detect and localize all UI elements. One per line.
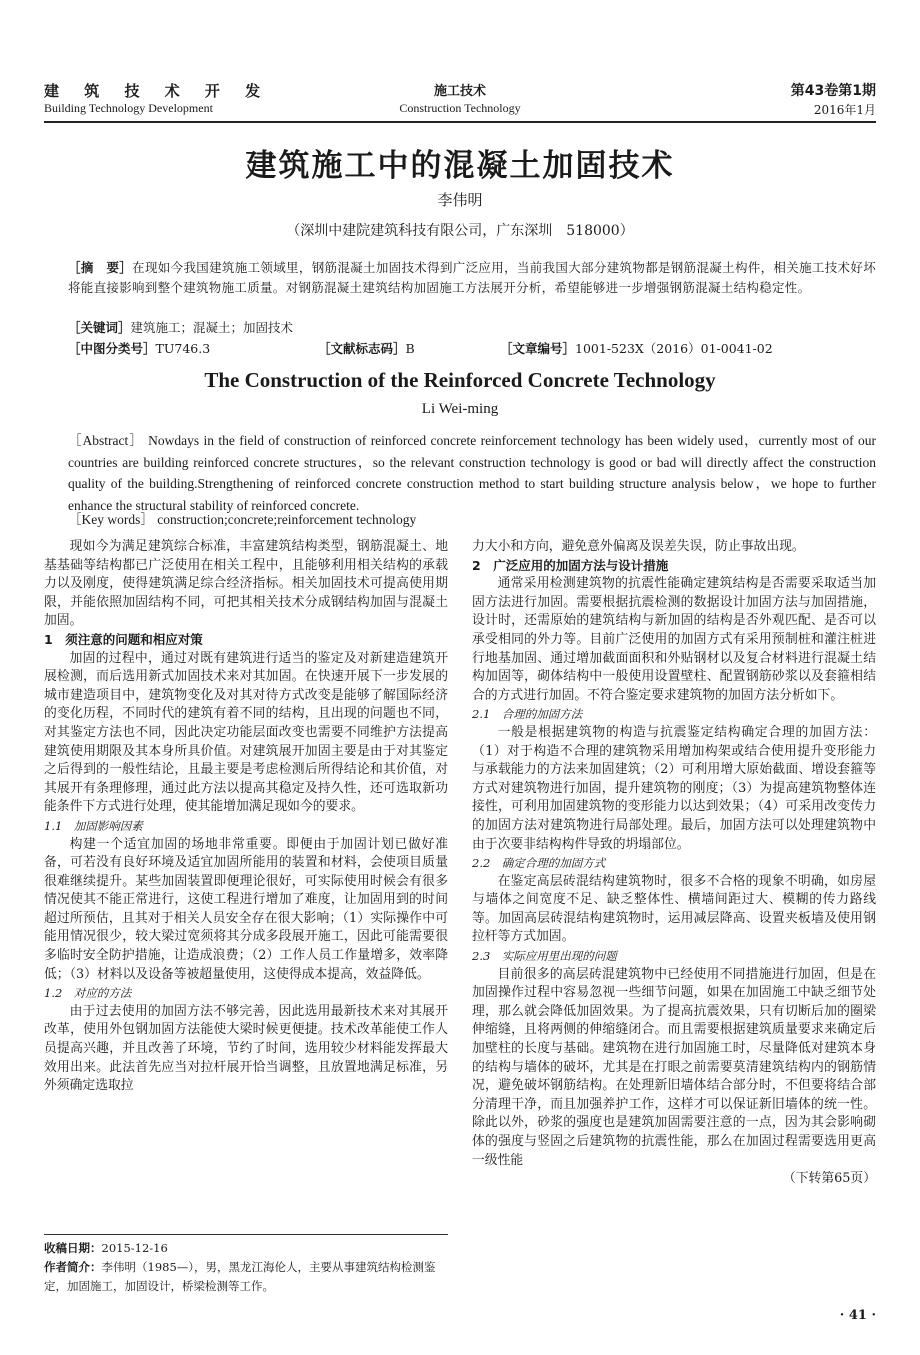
author-affiliation: （深圳中建院建筑科技有限公司，广东深圳 518000） (286, 223, 634, 239)
received-date (44, 1239, 448, 1258)
body-paragraph: 目前很多的高层砖混建筑物中已经使用不同措施进行加固，但是在加固操作过程中容易忽视一些细节问题，如果在加固施工中缺乏细节处理，那么就会降低加固效果。为了提高抗震效果，只有切断后加的圈梁伸缩缝，且将两侧的伸缩缝闭合。而且需要根据建筑质量要求来确定后加壁柱的长度与基础。建筑物在进行加固施工时，尽量降低对建筑本身的结构与墙体的破坏，尤其是在打眼之前需要莫清建筑结构内的钢筋情况，避免破坏钢筋结构。在处理新旧墙体结合部分时，不但要将结合部分清理干净，而且加强养护工作，这样才可以保证新旧墙体的统一性。除此以外，砂浆的强度也是建筑加固需要注意的一点，因为其会影响砌体的强度与竖固之后建筑物的抗震性能，那么在加固过程需要选用更高一级性能 (472, 966, 876, 1168)
section-heading: 2.1 合理的加固方法 (472, 707, 583, 722)
issue-date: 2016年1月 (813, 103, 876, 117)
english-abstract-text: Nowdays in the field of construction of reinforced concrete reinforcement technology has been widely used，currently most of our countries are building reinforced concrete structures，so the relevant construction technology is good or bad will directly affect the construction quality of the building.Strengthening of reinforced concrete construction method to start building structure analysis below，we hope to further enhance the structural stability of reinforced concrete. (68, 433, 876, 513)
keywords-cn (68, 318, 293, 336)
body-paragraph: 在鉴定高层砖混结构建筑物时，很多不合格的现象不明确，如房屋与墙体之间宽度不足、缺乏整体性、横墙间距过大、模糊的传力路线等。加固高层砖混结构建筑物时，运用减层降高、设置夹板墙及使用钢拉杆等方式加固。 (472, 873, 876, 945)
body-paragraph: 加固的过程中，通过对既有建筑进行适当的鉴定及对新建造建筑开展检测，而后选用新式加固技术来对其加固。在快速开展下一步发展的城市建造项目中，建筑物变化及对其对待方式改变是能够了解国际经济的变化历程，不同时代的建筑有着不同的结构，且出现的问题也不同，对其鉴定方法也不同，因此决定功能层面改变也需要不同维护方法提高建筑使用期限及其本身所具价值。对建筑展开加固主要是由于对其鉴定之后得到的一般性结论，且最主要是考虑检测后所得结论和其价值，对其展开有条理修理，通过此方法以提高其稳定及持久性，还可选取新功能条件下方式进行处理，使其能增加满足现如今的要求。 (44, 650, 448, 815)
journal-page (44, 0, 876, 1355)
footnote (44, 1239, 448, 1296)
english-keywords-text: construction;concrete;reinforcement technology (157, 512, 417, 527)
section-heading: 2.3 实际应用里出现的问题 (472, 949, 617, 964)
bio-text: 李伟明（1985—），男，黑龙江海伦人，主要从事建筑结构检测鉴定，加固施工，加固设计，桥梁检测等工作。 (44, 1260, 436, 1293)
section-heading: 2.2 确定合理的加固方式 (472, 856, 606, 871)
abstract-text: 在现如今我国建筑施工领域里，钢筋混凝土加固技术得到广泛应用，当前我国大部分建筑物都是钢筋混凝土构件，相关施工技术好坏将能直接影响到整个建筑物施工质量。对钢筋混凝土建筑结构加固施工方法展开分析，希望能够进一步增强钢筋混凝土结构稳定性。 (68, 260, 876, 295)
article-no-item (500, 339, 773, 357)
english-abstract (68, 430, 876, 516)
body-column-right (472, 538, 876, 1189)
section-heading: 2 广泛应用的加固方法与设计措施 (472, 557, 669, 573)
section-heading: 1 须注意的问题和相应对策 (44, 631, 203, 647)
body-paragraph: 现如今为满足建筑综合标准，丰富建筑结构类型，钢筋混凝土、地基基础等结构都已广泛使用在相关工程中，且能够利用相关结构的承载力以及刚度，使得建筑满足综合经济指标。相关加固技术可提高使用期限，并能依照加固结构不同，可把其相关技术分成钢结构加固与混凝土加固。 (44, 539, 448, 629)
english-abstract-label: ［Abstract］ (68, 433, 144, 448)
section-heading: 1.1 加固影响因素 (44, 818, 143, 833)
body-paragraph: 由于过去使用的加固方法不够完善，因此选用最新技术来对其展开改革，使用外包钢加固方法能使大梁时候更便捷。技术改革能使工作人员提高兴趣，并且改善了环境，节约了时间，选用较少材料能发挥最大效用出来。此法首先应当对拉杆展开恰当调整，且放置地满足标准，另外须确定选取拉 (44, 1003, 448, 1094)
journal-name-en: Building Technology Development (44, 101, 213, 115)
header-rule (44, 121, 876, 123)
page-number: · 41 · (839, 1308, 876, 1323)
received-value: 2015-12-16 (101, 1241, 168, 1255)
abstract-cn (68, 258, 876, 298)
received-label: 收稿日期： (44, 1241, 102, 1255)
article-no-label: ［文章编号］ (500, 341, 576, 356)
section-heading: 1.2 对应的方法 (44, 986, 132, 1001)
body-paragraph: 一般是根据建筑物的构造与抗震鉴定结构确定合理的加固方法：（1）对于构造不合理的建筑物采用增加构架或结合使用提升变形能力与承载能力的方法来加固建筑；（2）可利用增大原始截面、增设套箍等方式对建筑物进行加固，提升建筑物的刚度；（3）为提高建筑物整体连接性，可利用加固建筑物的变形能力以达到效果；（4）可采用改变传力的加固方法对建筑物进行局部处理。最后，加固方法可以处理建筑物中由于次要非结构构件导致的坍塌部位。 (472, 724, 876, 852)
article-author: 李伟明 (437, 191, 483, 209)
section-name-en: Construction Technology (399, 101, 521, 115)
clc-value: TU746.3 (155, 341, 211, 356)
doc-code-value: B (405, 341, 415, 356)
clc-label: ［中图分类号］ (68, 341, 156, 356)
bio-label: 作者简介： (44, 1260, 102, 1274)
clc-item (68, 339, 210, 357)
doc-code-label: ［文献标志码］ (318, 341, 406, 356)
keywords-label: ［关键词］ (68, 320, 131, 335)
body-column-left (44, 538, 448, 1096)
body-paragraph: 力大小和方向，避免意外偏离及误差失误，防止事故出现。 (472, 539, 805, 554)
footnote-rule (44, 1234, 448, 1235)
abstract-label: ［摘 要］ (68, 260, 133, 275)
volume-issue: 第43卷第1期 (790, 83, 876, 99)
english-title: The Construction of the Reinforced Concrete Technology (204, 368, 716, 392)
body-paragraph: 通常采用检测建筑物的抗震性能确定建筑结构是否需要采取适当加固方法进行加固。需要根据抗震检测的数据设计加固方法与加固措施，设计时，还需原始的建筑结构与新加固的结构是否外观匹配、是否可以承受相同的外力等。目前广泛使用的加固方式有采用预制桩和灌注桩进行地基加固、通过增加截面面积和外贴钢材以及复合材料进行混凝土结构加固等，砌体结构中一般使用设置壁柱、配置钢筋砂浆以及套箍相结合的方式进行加固。不符合鉴定要求建筑物的加固方法分析如下。 (472, 576, 876, 703)
english-keywords-label: ［Key words］ (68, 512, 154, 527)
continued-note: （下转第65页） (782, 1171, 876, 1187)
doc-code-item (318, 339, 415, 357)
body-paragraph: 构建一个适宜加固的场地非常重要。即便由于加固计划已做好准备，可若没有良好环境及适宜加固所能用的装置和材料，会使项目质量很难继续提升。某些加固装置即便理论很好，可实际使用时候会有很多情况使其不能正常进行，这使工程进行增加了难度，让加固用到的时间超过所预估，且其对于相关人员安全存在很大影响；（1）实际操作中可能用情况很少，较大梁过宽须将其分成多段展开施工，因此可能需要很多临时安全防护措施，让造成浪费；（2）工作人员工作量增多，效率降低；（3）材料以及设备等被超量使用，这使得成本提高，效益降低。 (44, 836, 448, 982)
author-bio (44, 1258, 448, 1296)
english-author: Li Wei-ming (421, 401, 499, 417)
journal-name-cn: 建 筑 技 术 开 发 (44, 82, 271, 100)
section-name-cn: 施工技术 (433, 84, 486, 99)
keywords-text: 建筑施工；混凝土；加固技术 (130, 320, 294, 335)
english-keywords (68, 508, 416, 528)
article-title: 建筑施工中的混凝土加固技术 (245, 148, 675, 184)
article-no-value: 1001-523X（2016）01-0041-02 (575, 341, 773, 356)
running-header (44, 80, 876, 120)
